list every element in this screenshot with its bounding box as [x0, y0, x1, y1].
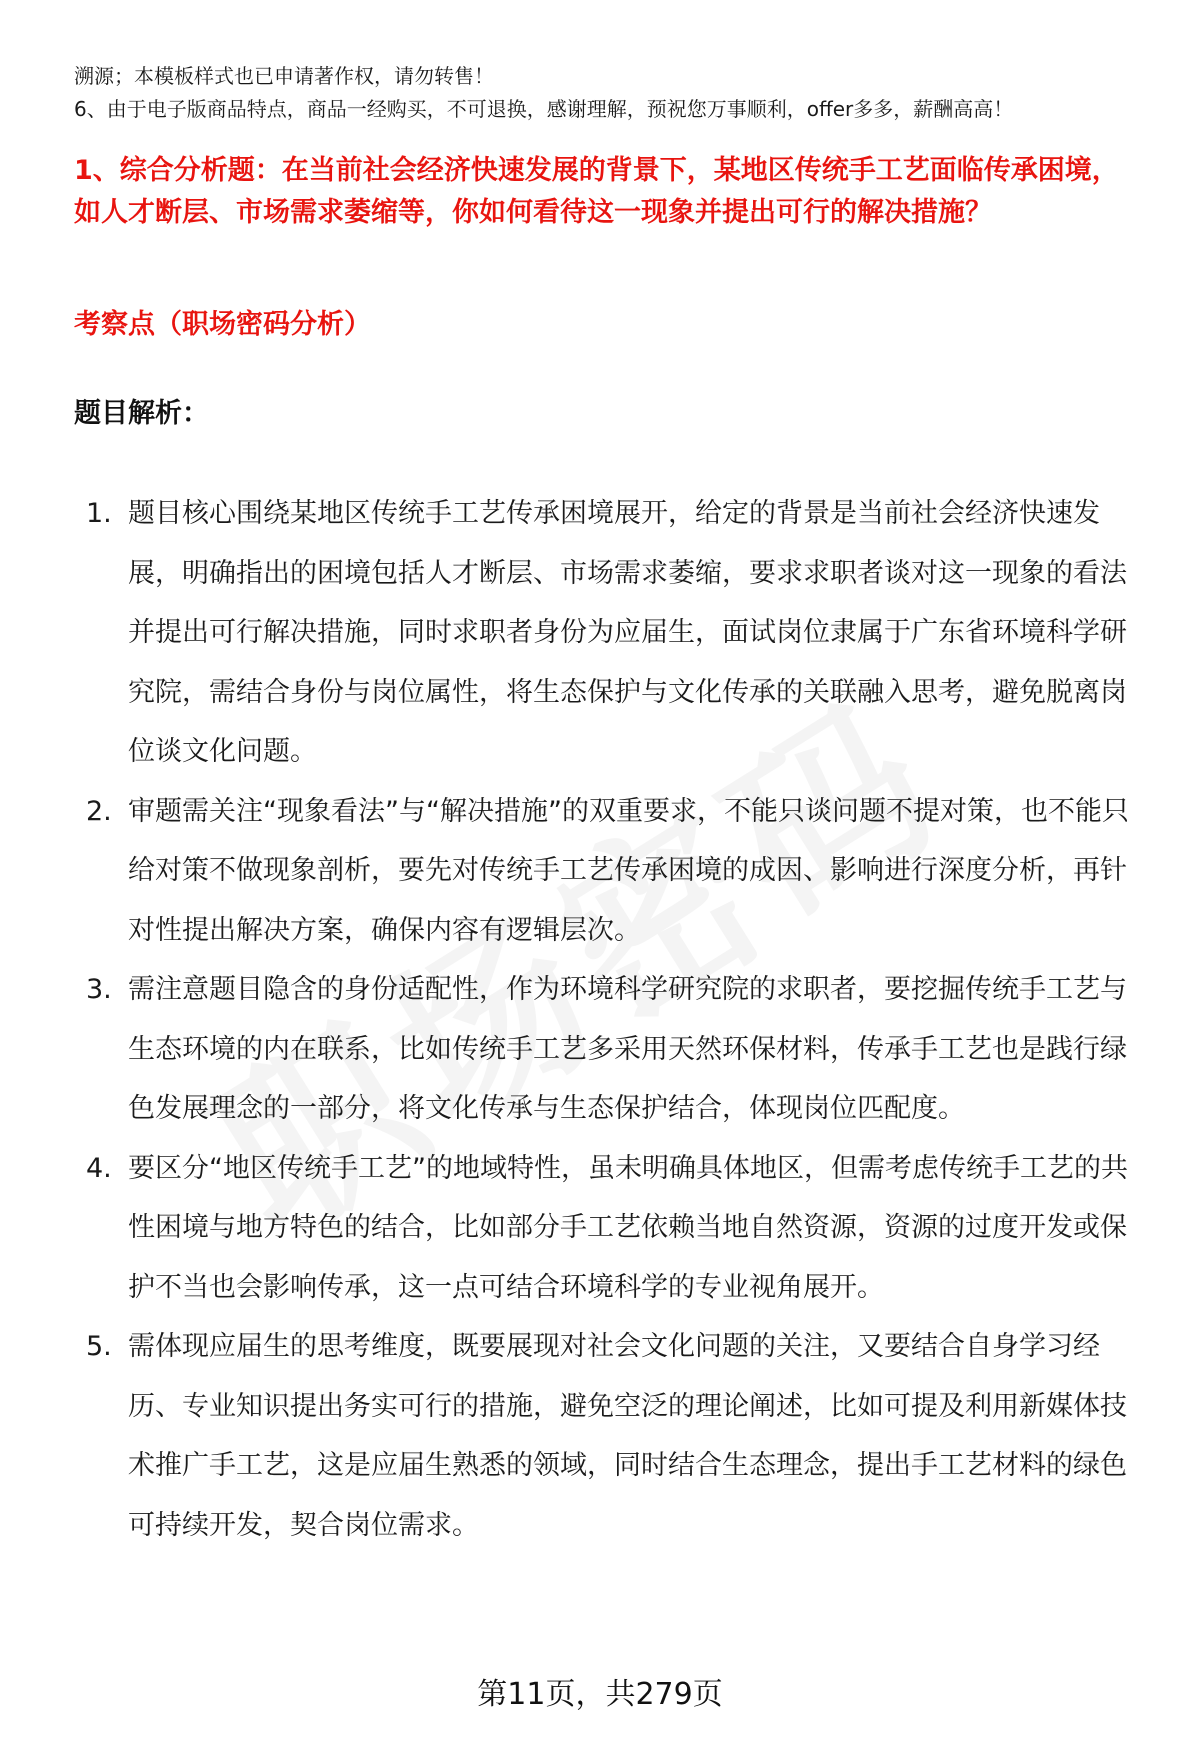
list-item-number: 4.: [86, 1152, 112, 1184]
list-item-text: 审题需关注“现象看法”与“解决措施”的双重要求，不能只谈问题不提对策，也不能只给对策不做现象剖析，要先对传统手工艺传承困境的成因、影响进行深度分析，再针对性提出解决方案，确保内容有逻辑层次。: [128, 795, 1129, 946]
note-line: 6、由于电子版商品特点，商品一经购买，不可退换，感谢理解，预祝您万事顺利，offer多多，薪酬高高！: [74, 97, 1014, 121]
list-item-number: 3.: [86, 974, 112, 1005]
analysis-list: [74, 484, 1144, 1555]
page-number: 第11页，共279页: [477, 1677, 723, 1712]
list-item: [74, 782, 1144, 961]
list-item: [74, 960, 1144, 1139]
top-notes: [74, 60, 1134, 126]
section-heading-jiexi: 题目解析：: [74, 398, 209, 429]
list-item-text: 要区分“地区传统手工艺”的地域特性，虽未明确具体地区，但需考虑传统手工艺的共性困境与地方特色的结合，比如部分手工艺依赖当地自然资源，资源的过度开发或保护不当也会影响传承，这一点可结合环境科学的专业视角展开。: [128, 1152, 1128, 1303]
list-item-text: 需体现应届生的思考维度，既要展现对社会文化问题的关注，又要结合自身学习经历、专业知识提出务实可行的措施，避免空泛的理论阐述，比如可提及利用新媒体技术推广手工艺，这是应届生熟悉的领域，同时结合生态理念，提出手工艺材料的绿色可持续开发，契合岗位需求。: [128, 1331, 1127, 1541]
list-item-number: 1.: [86, 498, 112, 529]
list-item-text: 需注意题目隐含的身份适配性，作为环境科学研究院的求职者，要挖掘传统手工艺与生态环境的内在联系，比如传统手工艺多采用天然环保材料，传承手工艺也是践行绿色发展理念的一部分，将文化传承与生态保护结合，体现岗位匹配度。: [128, 974, 1127, 1124]
section-heading-kaocha: 考察点（职场密码分析）: [74, 309, 371, 340]
note-line: 溯源；本模板样式也已申请著作权，请勿转售！: [74, 64, 494, 88]
list-item: [74, 1139, 1144, 1318]
list-item: [74, 1317, 1144, 1555]
question-title: 1、综合分析题：在当前社会经济快速发展的背景下，某地区传统手工艺面临传承困境，如人才断层、市场需求萎缩等，你如何看待这一现象并提出可行的解决措施？: [74, 155, 1119, 228]
list-item-number: 5.: [86, 1331, 112, 1362]
list-item-number: 2.: [86, 795, 112, 827]
list-item: [74, 484, 1144, 782]
list-item-text: 题目核心围绕某地区传统手工艺传承困境展开，给定的背景是当前社会经济快速发展，明确指出的困境包括人才断层、市场需求萎缩，要求求职者谈对这一现象的看法并提出可行解决措施，同时求职者身份为应届生，面试岗位隶属于广东省环境科学研究院，需结合身份与岗位属性，将生态保护与文化传承的关联融入思考，避免脱离岗位谈文化问题。: [128, 498, 1127, 767]
